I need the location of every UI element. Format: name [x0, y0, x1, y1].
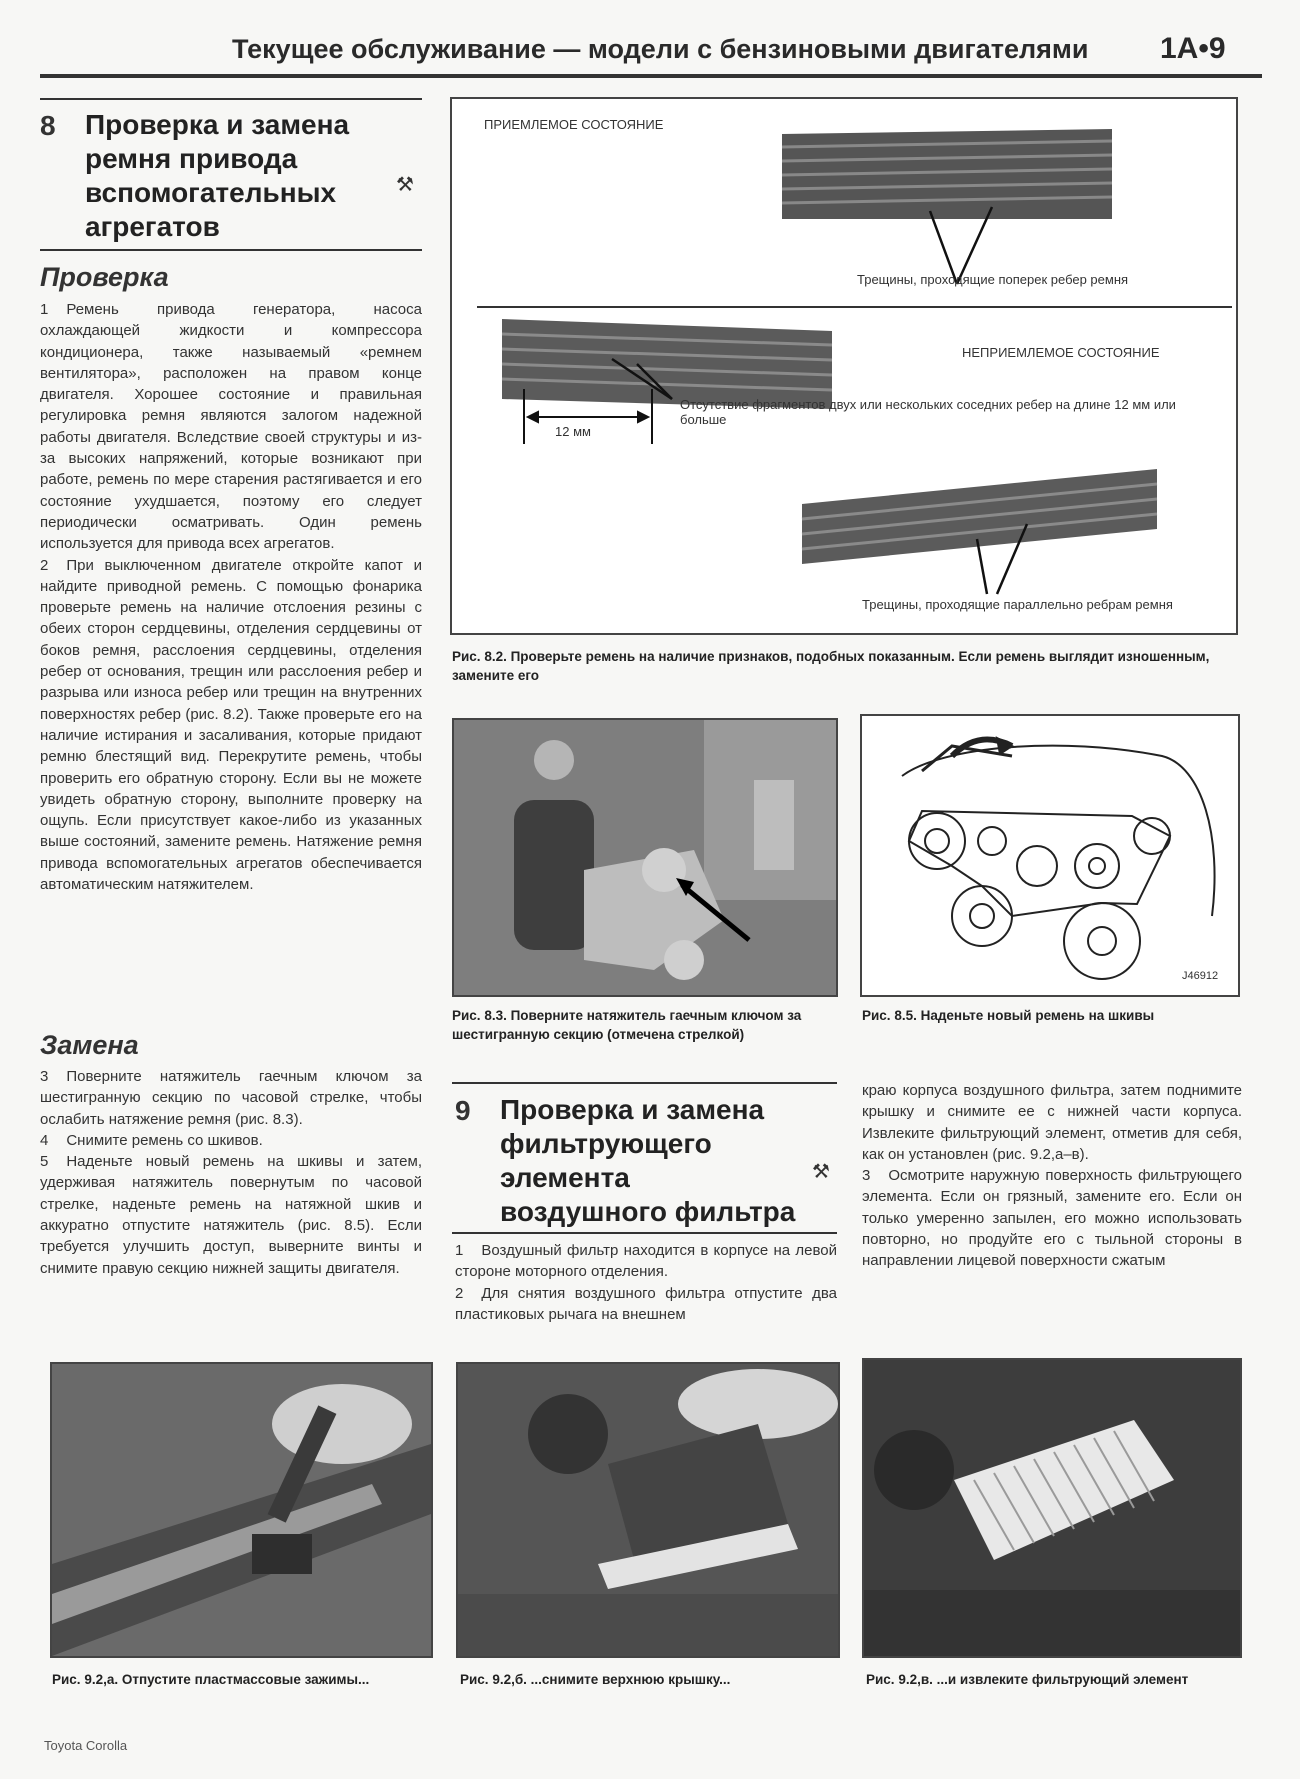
paragraph-1: 1 Ремень привода генератора, насоса охлаждающей жидкости и компрессора кондиционера, также называемый «ремнем вентилятора», расположен на правом конце двигателя. Хорошее состояние и правильная регулировка ремня являются залогом надежной работы двигателя. Вследствие своей структуры и из-за высоких напряжений, которые возникают при работе, ремень по мере старения растягивается и его состояние ухудшается, поэтому его следует периодически осматривать. Один ремень используется для привода всех агрегатов. — [40, 301, 422, 553]
section9-title-line: Проверка и замена — [500, 1094, 765, 1125]
acceptable-belt-image — [782, 129, 1112, 219]
section9-title-line: элемента — [500, 1162, 630, 1193]
figure-9-2a-caption: Рис. 9.2,а. Отпустите пластмассовые зажимы... — [52, 1672, 370, 1687]
figure-9-2b-caption: Рис. 9.2,б. ...снимите верхнюю крышку... — [460, 1672, 731, 1687]
cracks-across-label: Трещины, проходящие поперек ребер ремня — [857, 272, 1129, 287]
belt-diagram — [452, 99, 1236, 633]
dimension-label: 12 мм — [555, 424, 591, 439]
figure-8-3-photo — [452, 718, 838, 997]
tensioner-photo — [454, 720, 836, 995]
difficulty-wrench-icon: ⚒ — [396, 174, 414, 196]
paragraph-2: 2 При выключенном двигателе откройте капот и найдите приводной ремень. С помощью фонарика проверьте ремень на наличие отслоения резины с обеих сторон сердцевины, отделения сердцевины от боков ремня, расслоения сердцевины, отделения ребер от основания, трещин или расслоения ребер и разрыва или износа ребер или трещин на внутренних поверхностях ребер (рис. 8.2). Также проверьте его на наличие истирания и засаливания, которые придают ремню блестящий вид. Перекрутите ремень, чтобы проверить его обратную сторону. Если вы не можете увидеть обратную сторону, выполните проверку на ощупь. Если присутствует какое-либо из указанных выше состояний, замените ремень. Натяжение ремня привода вспомогательных агрегатов обеспечивается автоматическим натяжителем. — [40, 556, 422, 894]
section8-title-line: Проверка и замена — [85, 109, 350, 140]
replace-text — [40, 1066, 422, 1279]
section9-top-rule — [452, 1082, 837, 1084]
paragraph-5: 5 Наденьте новый ремень на шкивы и затем, удерживая натяжитель повернутым по часовой стрелке, наденьте ремень на натяжной шкив и аккуратно отпустите натяжитель (рис. 8.5). Если требуется улучшить доступ, выверните винты и снимите правую секцию нижней защиты двигателя. — [40, 1153, 422, 1277]
acceptable-label: ПРИЕМЛЕМОЕ СОСТОЯНИЕ — [484, 117, 664, 132]
check-heading: Проверка — [40, 262, 169, 292]
cover-photo — [458, 1364, 838, 1656]
belt-routing-diagram — [862, 716, 1238, 995]
section9-text-col3 — [862, 1080, 1242, 1272]
replace-heading: Замена — [40, 1030, 139, 1060]
section9-bottom-rule — [452, 1232, 837, 1234]
figure-9-2b-photo — [456, 1362, 840, 1658]
section8-top-rule — [40, 98, 422, 100]
figure-8-2-caption: Рис. 8.2. Проверьте ремень на наличие признаков, подобных показанным. Если ремень выглядит изношенным, замените его — [452, 649, 1210, 683]
clips-photo — [52, 1364, 431, 1656]
unacceptable-label: НЕПРИЕМЛЕМОЕ СОСТОЯНИЕ — [962, 345, 1160, 360]
paragraph-3: 3 Осмотрите наружную поверхность фильтрующего элемента. Если он грязный, замените его. Если он только умеренно запылен, его можно использовать повторно, но продуйте его с тыльной стороны в направлении лицевой поверхности сжатым — [862, 1167, 1242, 1270]
section8-title — [85, 108, 405, 244]
section8-title-line: агрегатов — [85, 211, 220, 242]
figure-8-2 — [450, 97, 1238, 635]
figure-8-5-caption: Рис. 8.5. Наденьте новый ремень на шкивы — [862, 1008, 1155, 1023]
section9-title-line: воздушного фильтра — [500, 1196, 796, 1227]
cracks-parallel-label: Трещины, проходящие параллельно ребрам ремня — [862, 597, 1173, 612]
section8-title-line: ремня привода — [85, 143, 298, 174]
diagram-code: J46912 — [1182, 970, 1219, 982]
figure-9-2a-photo — [50, 1362, 433, 1658]
page-number: 1A•9 — [1160, 32, 1226, 65]
footer-text: Toyota Corolla — [44, 1738, 128, 1753]
paragraph-continued: краю корпуса воздушного фильтра, затем поднимите крышку и снимите ее с нижней части корпуса. Извлеките фильтрующий элемент, отметив для себя, как он установлен (рис. 9.2,а–в). — [862, 1082, 1242, 1163]
paragraph-2: 2 Для снятия воздушного фильтра отпустите два пластиковых рычага на внешнем — [455, 1284, 837, 1323]
figure-8-5 — [860, 714, 1240, 997]
difficulty-wrench-icon: ⚒ — [812, 1161, 830, 1183]
figure-9-2c-caption: Рис. 9.2,в. ...и извлеките фильтрующий элемент — [866, 1672, 1189, 1687]
filter-element-photo — [864, 1360, 1240, 1656]
paragraph-4: 4 Снимите ремень со шкивов. — [40, 1131, 263, 1149]
figure-8-3-caption: Рис. 8.3. Поверните натяжитель гаечным ключом за шестигранную секцию (отмечена стрелкой) — [452, 1008, 802, 1042]
missing-ribs-label: Отсутствие фрагментов двух или нескольких соседних ребер на длине 12 мм или больше — [680, 397, 1176, 427]
section8-bottom-rule — [40, 249, 422, 251]
paragraph-3: 3 Поверните натяжитель гаечным ключом за шестигранную секцию по часовой стрелке, чтобы ослабить натяжение ремня (рис. 8.3). — [40, 1068, 422, 1128]
page-header-title: Текущее обслуживание — модели с бензиновыми двигателями — [232, 34, 1089, 64]
figure-9-2c-photo — [862, 1358, 1242, 1658]
section9-number: 9 — [455, 1095, 471, 1126]
section9-title — [500, 1093, 830, 1229]
section9-title-line: фильтрующего — [500, 1128, 712, 1159]
section8-number: 8 — [40, 110, 56, 141]
check-text — [40, 299, 422, 895]
section8-title-line: вспомогательных — [85, 177, 337, 208]
header-rule — [40, 74, 1262, 78]
paragraph-1: 1 Воздушный фильтр находится в корпусе на левой стороне моторного отделения. — [455, 1242, 837, 1281]
section9-text-col2 — [455, 1240, 837, 1325]
